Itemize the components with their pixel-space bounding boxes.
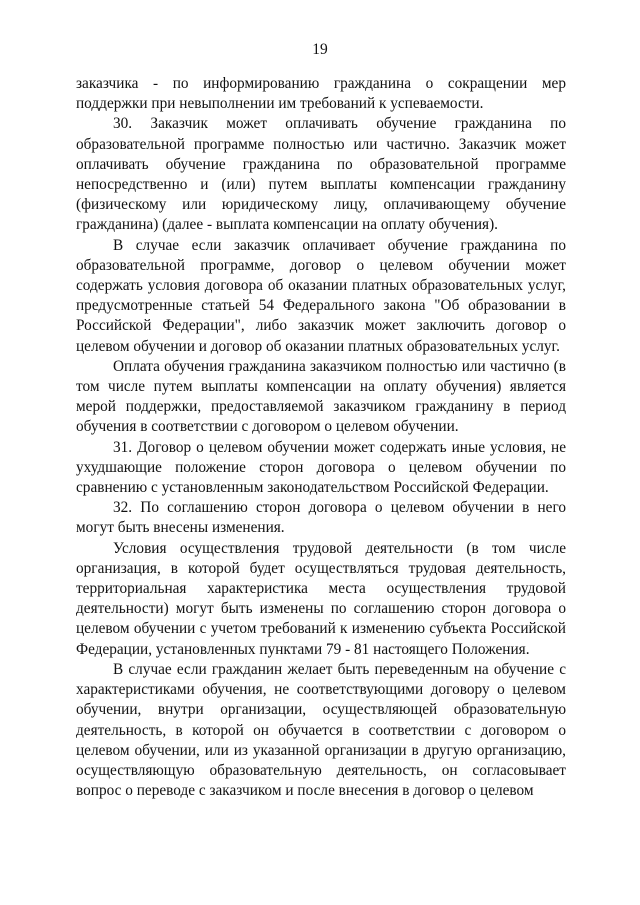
- document-body: [76, 74, 566, 801]
- paragraph-item-31: 31. Договор о целевом обучении может содержать иные условия, не ухудшающие положение сторон договора о целевом обучении по сравнению с установленным законодательством Российской Федерации.: [76, 438, 566, 497]
- paragraph-item-32: 32. По соглашению сторон договора о целевом обучении в него могут быть внесены изменения.: [76, 499, 566, 537]
- paragraph-work-conditions: Условия осуществления трудовой деятельности (в том числе организация, в которой будет осуществляться трудовая деятельность, территориальная характеристика места осуществления трудовой деятельности) могут быть изменены по соглашению сторон договора о целевом обучении с учетом требований к изменению субъекта Российской Федерации, установленных пунктами 79 - 81 настоящего Положения.: [76, 539, 566, 658]
- page-number: 19: [312, 41, 328, 58]
- paragraph-customer-payment: В случае если заказчик оплачивает обучение гражданина по образовательной программе, договор о целевом обучении может содержать условия договора об оказании платных образовательных услуг, предусмотренные статьей 54 Федерального закона "Об образовании в Российской Федерации", либо заказчик может заключить договор о целевом обучении и договор об оказании платных образовательных услуг.: [76, 236, 566, 355]
- paragraph-continuation: заказчика - по информированию гражданина о сокращении мер поддержки при невыполнении им требований к успеваемости.: [76, 75, 566, 113]
- paragraph-payment-support: Оплата обучения гражданина заказчиком полностью или частично (в том числе путем выплаты компенсации на оплату обучения) является мерой поддержки, предоставляемой заказчиком гражданину в период обучения в соответствии с договором о целевом обучении.: [76, 357, 566, 436]
- paragraph-transfer: В случае если гражданин желает быть переведенным на обучение с характеристиками обучения, не соответствующими договору о целевом обучении, внутри организации, осуществляющей образовательную деятельность, в которой он обучается в соответствии с договором о целевом обучении, или из указанной организации в другую организацию, осуществляющую образовательную деятельность, он согласовывает вопрос о переводе с заказчиком и после внесения в договор о целевом: [76, 660, 566, 800]
- paragraph-item-30: 30. Заказчик может оплачивать обучение гражданина по образовательной программе полностью или частично. Заказчик может оплачивать обучение гражданина по образовательной программе непосредственно и (или) путем выплаты компенсации гражданину (физическому или юридическому лицу, оплачивающему обучение гражданина) (далее - выплата компенсации на оплату обучения).: [76, 115, 566, 234]
